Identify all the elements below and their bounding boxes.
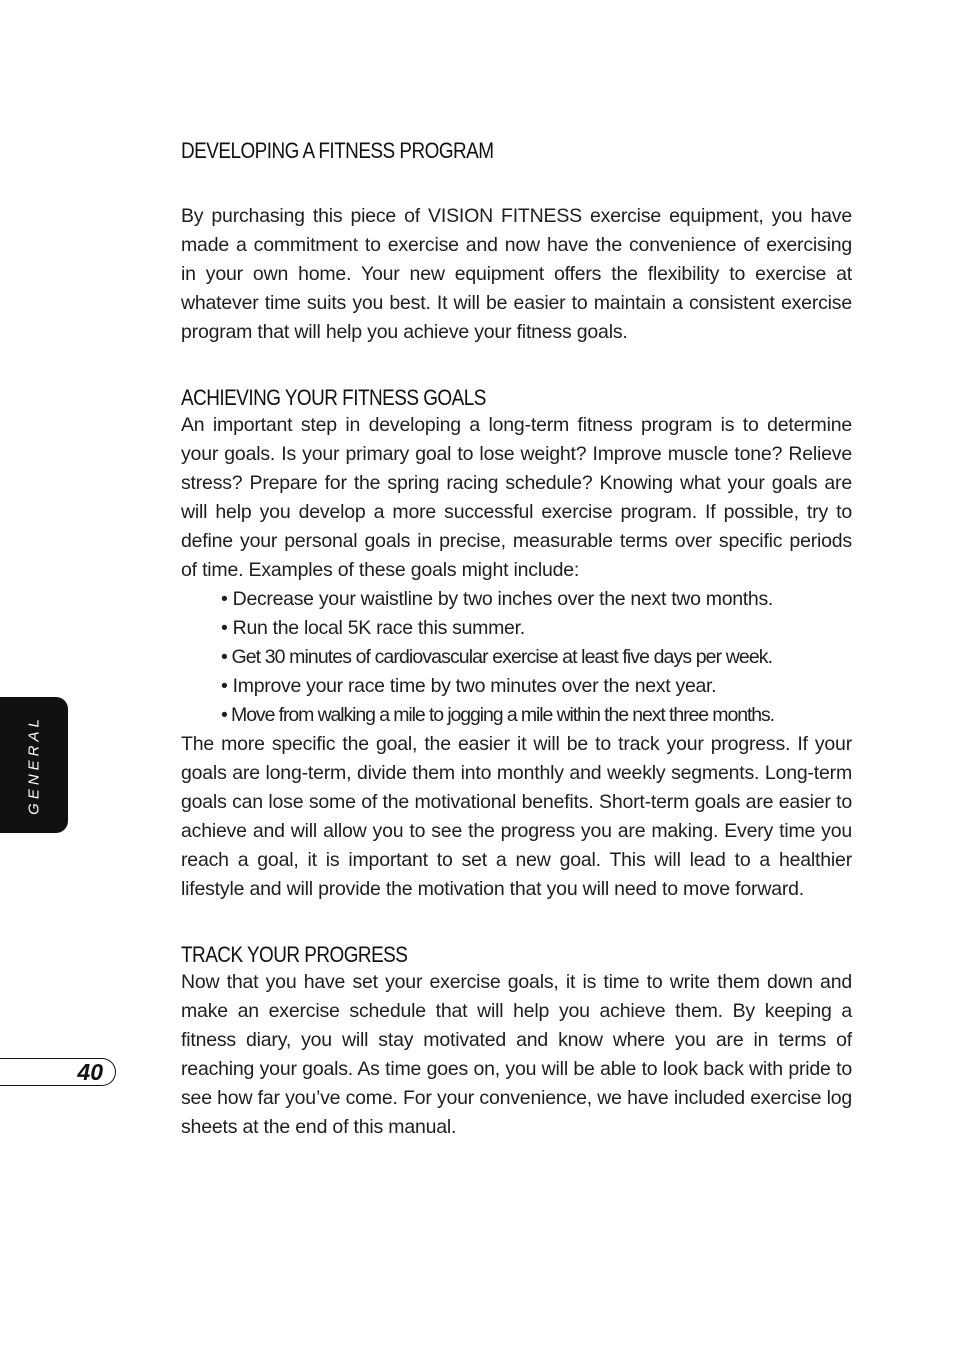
section-heading-developing-program: DEVELOPING A FITNESS PROGRAM (181, 138, 494, 163)
side-tab-label: GENERAL (25, 715, 43, 815)
section-side-tab (0, 697, 68, 833)
section-paragraph-track-progress: Now that you have set your exercise goals, it is time to write them down and make an exercise schedule that will help you achieve them. By keeping a fitness diary, you will stay motivated and know where you are in terms of reaching your goals. As time goes on, you will be able to look back with pride to see how far you’ve come. For your convenience, we have included exercise log sheets at the end of this manual. (181, 971, 852, 1138)
page-number-tab (0, 1058, 116, 1086)
list-item: • Decrease your waistline by two inches over the next two months. (221, 585, 852, 614)
list-item: • Improve your race time by two minutes over the next year. (221, 672, 852, 701)
section-paragraph-goals-intro: An important step in developing a long-term fitness program is to determine your goals. Is your primary goal to lose weight? Improve muscle tone? Relieve stress? Prepare for the spring racing schedule? Knowing what your goals are will help you develop a more successful exercise program. If possible, try to define your personal goals in precise, measurable terms over specific periods of time. Examples of these goals might include: (181, 414, 852, 581)
manual-page-content (181, 138, 852, 1142)
section-heading-track-progress: TRACK YOUR PROGRESS (181, 942, 408, 967)
page-number: 40 (77, 1059, 103, 1085)
goal-examples-list (181, 585, 852, 730)
section-paragraph-goals-outro: The more specific the goal, the easier it will be to track your progress. If your goals are long-term, divide them into monthly and weekly segments. Long-term goals can lose some of the motivational benefits. Short-term goals are easier to achieve and will allow you to see the progress you are making. Every time you reach a goal, it is important to set a new goal. This will lead to a healthier lifestyle and will provide the motivation that you will need to move forward. (181, 733, 852, 900)
list-item: • Run the local 5K race this summer. (221, 614, 852, 643)
list-item: • Get 30 minutes of cardiovascular exercise at least five days per week. (221, 643, 852, 672)
section-heading-achieving-goals: ACHIEVING YOUR FITNESS GOALS (181, 385, 486, 410)
list-item: • Move from walking a mile to jogging a mile within the next three months. (221, 701, 852, 730)
section-paragraph-developing-program: By purchasing this piece of VISION FITNESS exercise equipment, you have made a commitment to exercise and now have the convenience of exercising in your own home. Your new equipment offers the flexibility to exercise at whatever time suits you best. It will be easier to maintain a consistent exercise program that will help you achieve your fitness goals. (181, 205, 852, 343)
